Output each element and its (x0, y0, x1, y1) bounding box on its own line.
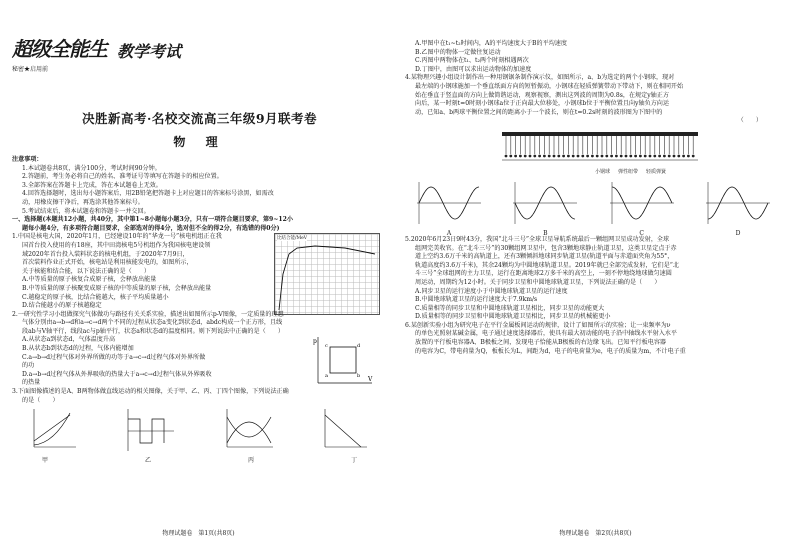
q4-line: （ ） (737, 117, 762, 125)
page-footer-right: 物理试题卷 第2页(共8页) (559, 530, 632, 537)
wave-label-a: A (446, 229, 452, 237)
fig-name-yi: 乙 (144, 457, 151, 465)
steel-ball (644, 155, 647, 158)
notes-title: 注意事项： (12, 156, 43, 163)
steel-ball (610, 155, 613, 158)
q1-option: D.结合能越小的原子核越稳定 (22, 302, 102, 310)
q5-option: B.中圆地球轨道卫星的运行速度大于7.9km/s (415, 296, 538, 304)
figure-label: 比结合能/MeV (277, 236, 308, 242)
q5-option: D.质量相等的同步卫星和中圆地球轨道卫星相比，同步卫星的机械能更小 (415, 313, 611, 321)
steel-ball (586, 155, 589, 158)
steel-ball (601, 155, 604, 158)
q4-wave-options (405, 180, 782, 237)
q2-line: 2.一研究性学习小组做探究气体做功与路径有关关系实验，描述出如图所示p-V图像，一定质量的理想 (12, 310, 284, 318)
steel-ball (581, 155, 584, 158)
secret-label: 秘密★启用前 (12, 66, 49, 73)
q4-line: 始在垂直于竖直面的方向上做简谐运动，观察视察，测出这列波的周期为0.8s，在规定y轴正方 (415, 91, 669, 99)
steel-ball (615, 155, 618, 158)
steel-ball (692, 155, 695, 158)
steel-ball (577, 155, 580, 158)
q5-line: 5.2020年6月23日9时43分，我国“北斗三号”全球卫星导航系统最后一颗组网卫星成功发射，全球 (405, 235, 670, 243)
steel-ball (668, 155, 671, 158)
steel-ball (620, 155, 623, 158)
steel-ball (658, 155, 661, 158)
q3-option: A.甲图中在t₁~t₂时间内，A的平均速度大于B的平均速度 (415, 40, 567, 47)
q5-line: 组网完美收官。在“北斗三号”的30颗组网卫星中，包含3颗地球静止轨道卫星，这类卫星定点于赤 (415, 244, 677, 252)
steel-ball (663, 155, 666, 158)
question-6 (405, 322, 782, 356)
q3-line: 3.下面图像描述的是A、B两物体做直线运动的相关图像，关于甲、乙、丙、丁四个图像，下列说法正确 (12, 388, 289, 396)
pv-point-a: a (325, 372, 328, 379)
label-spring: 轻质弹簧 (646, 168, 667, 175)
pv-point-d: d (357, 342, 361, 349)
q6-line: 放置的平行板电容器A、B极板之间，发现电子恰能从B极板的右边缘飞出。已知平行板电容器 (415, 339, 667, 347)
question-2 (12, 311, 387, 388)
wave-option-c (608, 180, 676, 237)
question-1 (12, 233, 387, 310)
question-4 (405, 74, 782, 237)
q5-option: C.质量相等的同步卫星和中圆地球轨道卫星相比，同步卫星的动能更大 (415, 304, 605, 312)
wave-option-b (511, 180, 579, 237)
q5-line: 周运动，周期约为12小时。关于同步卫星和中圆地球轨道卫星，下列说法正确的是（ ） (415, 278, 661, 286)
q1-line: 首次装料作业正式开始，核电站是利用核能发电的，如图所示， (22, 259, 193, 267)
section-heading-cont: 题每小题4分，有多项符合题目要求，全部选对的得4分，选对但不全的得2分，有选错的得0分) (22, 224, 280, 232)
right-page (397, 0, 794, 543)
binding-energy-figure (274, 233, 380, 315)
pv-diagram (312, 335, 374, 387)
label-ball: 小钢球 (595, 168, 611, 175)
q2-option: C.a→b→d过程气体对外界所做的功等于a→c→d过程气体对外界所做 (22, 353, 206, 361)
steel-ball (649, 155, 652, 158)
q1-option: A.中等质量的原子核复合成原子核，会释放出能量 (22, 276, 157, 284)
q1-option: B.中等质量的原子核聚变成原子核的中等质量的原子核，会释放出能量 (22, 284, 212, 292)
steel-ball (634, 155, 637, 158)
q2-line: 段ab与V轴平行，线段ac与p轴平行，状态a和状态d的温度相同。则下列说法中正确的是（ ） (22, 327, 284, 335)
note-item: 3.全部答案在答题卡上完成，答在本试题卷上无效。 (22, 181, 162, 189)
q5-line: 道上空约3.6万千米的高轨道上，还有3颗倾斜地球同步轨道卫星(轨道平面与赤道面夹角为55°， (415, 253, 674, 261)
exam-title: 决胜新高考·名校交流高三年级9月联考卷 (81, 111, 318, 126)
q3-option: C.丙图中两物体在t₁、t₂两个时刻相遇两次 (415, 57, 529, 65)
steel-ball (509, 155, 512, 158)
pv-axis-p: p (313, 337, 317, 345)
q2-option: A.从状态a到状态d，气体温度升高 (22, 336, 116, 344)
q6-line: 的电容为C，带电荷量为Q，板板长为L，间距为d，电子的电荷量为e，电子的质量为m，不计电子重 (415, 347, 686, 355)
q5-option: A.同步卫星的运行速度小于中圆地球轨道卫星的运行速度 (415, 287, 568, 295)
label-band: 弹性纽带 (618, 168, 639, 175)
steel-ball (557, 155, 560, 158)
note-item: 1.本试题卷共8页，满分100分，考试时间90分钟。 (22, 164, 161, 172)
wave-option-d (704, 180, 772, 237)
steel-ball (519, 155, 522, 158)
q5-line: 轨道高度约3.6万千米)，其余24颗均为中圆地球轨道卫星。2019年就已全部完成发射，它们是“北 (415, 261, 679, 269)
steel-ball (625, 155, 628, 158)
steel-ball (548, 155, 551, 158)
q3-figure-yi (124, 407, 176, 453)
steel-ball (529, 155, 532, 158)
question-5 (405, 236, 782, 322)
steel-ball (596, 155, 599, 158)
q4-line: 动，已知a、b两球平衡位置之间的距离小于一个波长，则在t=0.2s时刻的波形图为下图中的 (415, 108, 663, 116)
q1-line: 1.中国是核电大国，2020年1月，已经建设10年的“华龙一号”核电机组正在我 (12, 233, 222, 241)
steel-ball (553, 155, 556, 158)
q3-option: D.丁图中，由图可以求出运动物体的加速度 (415, 65, 532, 73)
q2-option: D.a→b→d过程气体从外界吸收的热量大于a→c→d过程气体从外界吸收 (22, 370, 212, 378)
q3-figure-bing (223, 407, 275, 453)
q3-figure-jia (30, 407, 78, 453)
q5-line: 斗三号”全球组网的主力卫星，运行在距离地球2万多千米的高空上，一刻不停地绕地球做匀速圆 (415, 270, 672, 278)
wave-label-d: D (735, 229, 741, 237)
subject-title: 物 理 (173, 135, 226, 149)
steel-ball (524, 155, 527, 158)
pv-point-c: c (325, 342, 328, 349)
q4-line: 最左端的小钢球施加一个垂直纸面方向的短暂振动，小钢球在轻质弹簧带动下带动下，则在相同开始 (415, 82, 684, 90)
question-3 (12, 388, 387, 464)
logo-sub-text: 教学考试 (117, 42, 182, 61)
wave-option-a (415, 180, 483, 237)
logo-main-text: 超级全能生 (12, 37, 107, 61)
q2-option: 的热量 (22, 379, 41, 387)
note-item: 2.答题前，考生务必将自己的姓名、准考证号等填写在答题卡的相应位置。 (22, 173, 223, 181)
q6-line: 6.某创新实验小组为研究电子在平行金属板间运动的规律，设计了如图所示的实验；让一束频率为ν (405, 321, 671, 329)
spring-ball-apparatus (500, 130, 700, 168)
q1-option: C.越稳定的原子核，比结合能越大，核子平均质量越小 (22, 293, 169, 301)
steel-ball (505, 155, 508, 158)
brand-logo (12, 37, 387, 62)
steel-ball (677, 155, 680, 158)
q3-line: 的是（ ） (22, 396, 59, 404)
q1-line: 国首台投入使用的有18座，其中田湾核电5号机组作为我国核电建设领 (22, 241, 211, 249)
fig-name-ding: 丁 (350, 457, 357, 465)
steel-ball (567, 155, 570, 158)
q1-line: 关于核能和结合能，以下说法正确的是（ ） (22, 267, 150, 275)
note-item: 动，用橡皮擦干净后，再选涂其他答案标号。 (22, 198, 144, 206)
section-heading: 一、选择题(本题共12小题，共40分，其中第1~8小题每小题3分，只有一项符合题目要求，第9~12小 (12, 216, 293, 224)
steel-ball (572, 155, 575, 158)
note-item: 4.回答选择题时，选出每小题答案后，用2B铅笔把答题卡上对应题目的答案标号涂黑，如需改 (22, 190, 274, 198)
q3-option: B.乙图中的物体一定做往复运动 (415, 48, 501, 56)
note-item: 5.考试结束后，将本试题卷和答题卡一并交回。 (22, 207, 150, 215)
q2-option: 的功 (22, 362, 35, 370)
binding-energy-curve (275, 234, 379, 314)
steel-ball (639, 155, 642, 158)
steel-ball (591, 155, 594, 158)
q6-line: 的单色光照射某碱金属，电子通过速度选择器后，使具有最大初动能的电子沿中轴线水平射入水平 (415, 330, 678, 338)
q3-figure-ding (321, 407, 369, 453)
steel-ball (673, 155, 676, 158)
q4-apparatus (405, 130, 782, 176)
steel-ball (682, 155, 685, 158)
steel-ball (629, 155, 632, 158)
pv-point-b: b (357, 372, 361, 379)
page-footer-left: 物理试题卷 第1页(共8页) (162, 530, 235, 537)
steel-ball (605, 155, 608, 158)
steel-ball (687, 155, 690, 158)
pv-axis-v: V (368, 375, 373, 383)
q2-option: B.从状态b到状态d的过程，气体内能增加 (22, 345, 134, 353)
wave-label-b: B (543, 229, 548, 237)
q1-line: 域2020年首台投入装料状态的核电机组，于2020年7月9日， (22, 250, 189, 258)
fig-name-jia: 甲 (42, 457, 49, 465)
steel-ball (514, 155, 517, 158)
steel-ball (533, 155, 536, 158)
fig-name-bing: 丙 (247, 457, 254, 465)
steel-ball (543, 155, 546, 158)
steel-ball (562, 155, 565, 158)
wave-label-c: C (639, 229, 644, 237)
q4-line: 4.某物理兴趣小组设计制作出一种用钢锯条制作演示仪，如图所示，a、b为选定的两个小钢球，现对 (405, 74, 675, 82)
q4-line: 向后，某一时刻t=0时刻小钢球a位于正向最大位移处，小钢球b位于平衡位置且向y轴负方向运 (415, 100, 669, 108)
steel-ball (653, 155, 656, 158)
steel-ball (538, 155, 541, 158)
q2-line: 气体分别由a→b→d和a→c→d两个不同的过程从状态a变化到状态d，abdc构成一个正方形，且线 (22, 319, 283, 327)
